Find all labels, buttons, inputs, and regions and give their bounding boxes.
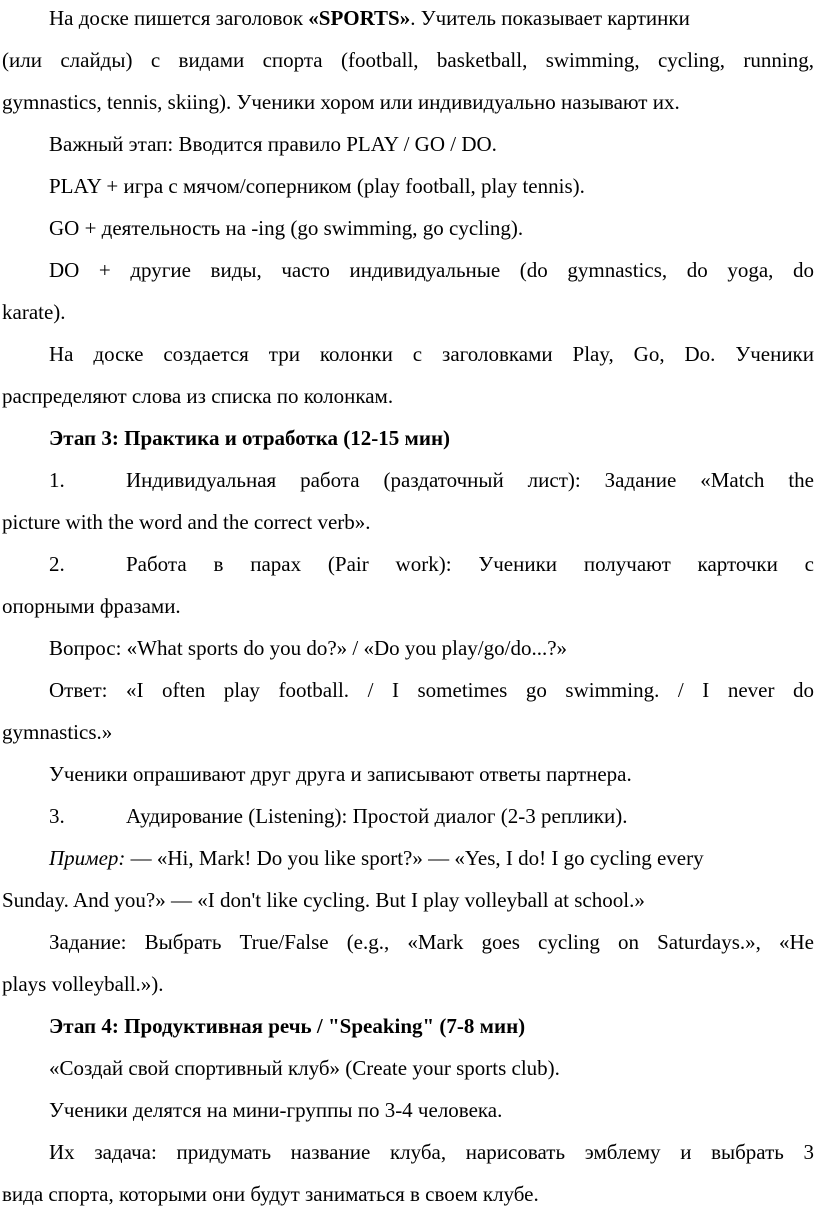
paragraph-columns-line-1: На доске создается три колонки с заголовками Play, Go, Do. Ученики	[49, 342, 814, 366]
paragraph-answer-line-2: gymnastics.»	[2, 720, 113, 744]
paragraph-do-line-1: DO + другие виды, часто индивидуальные (do gymnastics, do yoga, do	[49, 258, 814, 282]
paragraph-rule: Важный этап: Вводится правило PLAY / GO / DO.	[49, 132, 497, 156]
text-span: Работа в парах (Pair work): Ученики получают карточки с	[126, 552, 814, 576]
paragraph-columns-line-2: распределяют слова из списка по колонкам.	[2, 384, 394, 408]
list-number: 1.	[49, 468, 65, 492]
paragraph-groups: Ученики делятся на мини-группы по 3-4 человека.	[49, 1098, 503, 1122]
section-heading-stage-3: Этап 3: Практика и отработка (12-15 мин)	[49, 426, 451, 450]
paragraph-task-club-line-1: Их задача: придумать название клуба, нарисовать эмблему и выбрать 3	[49, 1140, 814, 1164]
list-number: 2.	[49, 552, 65, 576]
paragraph-sports-club: «Создай свой спортивный клуб» (Create your sports club).	[49, 1056, 560, 1080]
text-span: — «Hi, Mark! Do you like sport?» — «Yes, I do! I go cycling every	[125, 846, 704, 870]
paragraph-task-line-2: plays volleyball.»).	[2, 972, 164, 996]
text-span: Индивидуальная работа (раздаточный лист): Задание «Match the	[126, 468, 814, 492]
paragraph-example-line-1	[49, 843, 704, 873]
sports-heading-word: «SPORTS»	[308, 6, 411, 30]
paragraph-partners: Ученики опрашивают друг друга и записывают ответы партнера.	[49, 762, 632, 786]
paragraph-go: GO + деятельность на -ing (go swimming, go cycling).	[49, 216, 524, 240]
list-item-1-line-2: picture with the word and the correct verb».	[2, 510, 371, 534]
section-heading-stage-4: Этап 4: Продуктивная речь / "Speaking" (7-8 мин)	[49, 1014, 526, 1038]
list-number: 3.	[49, 804, 65, 828]
paragraph-intro-line-1	[49, 3, 690, 33]
text-span: Аудирование (Listening): Простой диалог (2-3 реплики).	[126, 804, 628, 828]
paragraph-intro-line-2: (или слайды) с видами спорта (football, basketball, swimming, cycling, running,	[2, 48, 814, 72]
paragraph-play: PLAY + игра с мячом/соперником (play football, play tennis).	[49, 174, 585, 198]
paragraph-question: Вопрос: «What sports do you do?» / «Do you play/go/do...?»	[49, 636, 568, 660]
list-item-1-line-1	[49, 465, 814, 495]
paragraph-do-line-2: karate).	[2, 300, 66, 324]
example-label: Пример:	[49, 846, 126, 870]
list-item-2-line-2: опорными фразами.	[2, 594, 181, 618]
paragraph-intro-line-3: gymnastics, tennis, skiing). Ученики хором или индивидуально называют их.	[2, 90, 680, 114]
paragraph-task-club-line-2: вида спорта, которыми они будут заниматься в своем клубе.	[2, 1182, 539, 1206]
paragraph-task-line-1: Задание: Выбрать True/False (e.g., «Mark goes cycling on Saturdays.», «He	[49, 930, 814, 954]
list-item-3	[49, 801, 628, 831]
paragraph-example-line-2: Sunday. And you?» — «I don't like cycling. But I play volleyball at school.»	[2, 888, 645, 912]
paragraph-answer-line-1: Ответ: «I often play football. / I sometimes go swimming. / I never do	[49, 678, 814, 702]
text-span: На доске пишется заголовок	[49, 6, 309, 30]
list-item-2-line-1	[49, 549, 814, 579]
text-span: . Учитель показывает картинки	[410, 6, 690, 30]
